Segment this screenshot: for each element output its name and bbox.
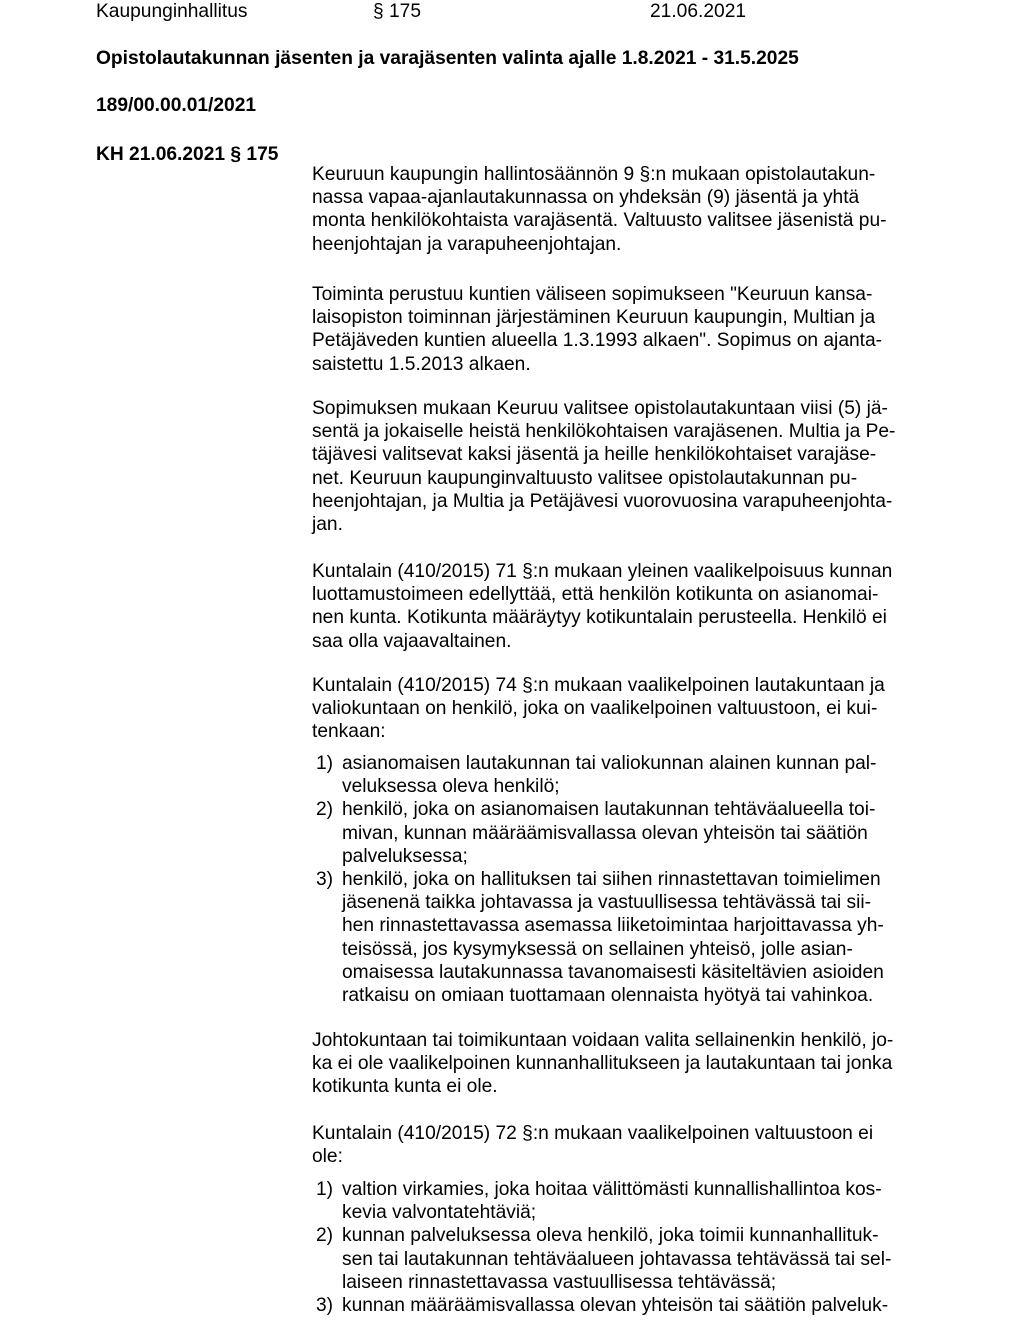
text-line: kunnan palveluksessa oleva henkilö, joka toimii kunnanhallituk- (342, 1225, 879, 1247)
text-line: sentä ja jokaiselle heistä henkilökohtaisen varajäsenen. Multia ja Pe- (312, 421, 896, 443)
text-line: omaisessa lautakunnassa tavanomaisesti käsiteltävien asioiden (342, 961, 884, 983)
text-line: ole: (312, 1146, 343, 1168)
text-line: henkilö, joka on asianomaisen lautakunnan tehtäväalueella toi- (342, 799, 876, 821)
text-line: heenjohtajan, ja Multia ja Petäjävesi vuorovuosina varapuheenjohta- (312, 490, 893, 512)
paragraph-sopimuksen-mukaan (312, 397, 952, 536)
text-line: valtion virkamies, joka hoitaa välittömästi kunnallishallintoa kos- (342, 1179, 882, 1200)
paragraph-kuntalaki-72 (312, 1122, 952, 1168)
list-item-number: 1) (316, 753, 334, 774)
text-line: tenkaan: (312, 721, 386, 743)
text-line: täjävesi valitsevat kaksi jäsentä ja heille henkilökohtaiset varajäse- (312, 444, 877, 466)
text-line: luottamustoimeen edellyttää, että henkilön kotikunta on asianomai- (312, 584, 879, 606)
text-line: ka ei ole vaalikelpoinen kunnanhallitukseen ja lautakuntaan tai jonka (312, 1053, 893, 1075)
text-line: Sopimuksen mukaan Keuruu valitsee opistolautakuntaan viisi (5) jä- (312, 398, 888, 419)
text-line: kunnan määräämisvallassa olevan yhteisön tai säätiön palveluk- (342, 1294, 889, 1316)
text-line: sen tai lautakunnan tehtäväalueen johtavassa tehtävässä tai sel- (342, 1248, 892, 1270)
text-line: ratkaisu on omiaan tuottamaan olennaista hyötyä tai vahinkoa. (342, 984, 874, 1006)
text-line: Kuntalain (410/2015) 74 §:n mukaan vaalikelpoinen lautakuntaan ja (312, 675, 885, 696)
list-item-number: 3) (316, 868, 334, 890)
paragraph-hallintosaanto (312, 163, 952, 256)
list-item-number: 2) (316, 1225, 334, 1247)
text-line: teisössä, jos kysymyksessä on sellainen yhteisö, jolle asian- (342, 938, 853, 960)
text-line: kevia valvontatehtäviä; (342, 1202, 537, 1224)
text-line: laisopiston toiminnan järjestäminen Keuruun kaupungin, Multian ja (312, 307, 876, 329)
meeting-reference: KH 21.06.2021 § 175 (96, 144, 279, 165)
text-line: hen rinnastettavassa asemassa liiketoimintaa harjoittavassa yh- (342, 915, 884, 937)
text-line: Toiminta perustuu kuntien väliseen sopimukseen "Keuruun kansa- (312, 284, 873, 305)
list-item-number: 1) (316, 1179, 334, 1200)
list-item (312, 1178, 952, 1224)
text-line: nen kunta. Kotikunta määräytyy kotikuntalain perusteella. Henkilö ei (312, 607, 887, 629)
text-line: heenjohtajan ja varapuheenjohtajan. (312, 233, 622, 255)
text-line: net. Keuruun kaupunginvaltuusto valitsee opistolautakunnan pu- (312, 467, 858, 489)
paragraph-kuntalaki-71 (312, 560, 952, 653)
text-line: saistettu 1.5.2013 alkaen. (312, 353, 531, 375)
body-name: Kaupunginhallitus (96, 1, 248, 22)
text-line: valiokuntaan on henkilö, joka on vaalikelpoinen valtuustoon, ei kui- (312, 698, 878, 720)
paragraph-kuntalaki-74 (312, 674, 952, 744)
list-item (312, 752, 952, 798)
list-item (312, 868, 952, 1007)
text-line: jan. (312, 513, 343, 535)
text-line: Keuruun kaupungin hallintosäännön 9 §:n mukaan opistolautakun- (312, 164, 876, 185)
text-line: Johtokuntaan tai toimikuntaan voidaan valita sellainenkin henkilö, jo- (312, 1030, 894, 1051)
document-title: Opistolautakunnan jäsenten ja varajäsenten valinta ajalle 1.8.2021 - 31.5.2025 (96, 48, 799, 69)
text-line: kotikunta kunta ei ole. (312, 1076, 498, 1098)
text-line: veluksessa oleva henkilö; (342, 776, 560, 798)
list-item (312, 1294, 952, 1317)
text-line: Kuntalain (410/2015) 72 §:n mukaan vaalikelpoinen valtuustoon ei (312, 1123, 874, 1144)
text-line: palveluksessa; (342, 845, 468, 867)
text-line: laiseen rinnastettavassa vastuullisessa tehtävässä; (342, 1271, 777, 1293)
text-line: saa olla vajaavaltainen. (312, 630, 512, 652)
list-item-number: 3) (316, 1294, 334, 1316)
text-line: jäsenenä taikka johtavassa ja vastuullisessa tehtävässä tai sii- (342, 892, 872, 914)
paragraph-sopimus (312, 283, 952, 376)
text-line: monta henkilökohtaista varajäsentä. Valtuusto valitsee jäsenistä pu- (312, 210, 887, 232)
text-line: mivan, kunnan määräämisvallassa olevan yhteisön tai säätiön (342, 822, 868, 844)
text-line: henkilö, joka on hallituksen tai siihen rinnastettavan toimielimen (342, 868, 881, 890)
diary-number: 189/00.00.01/2021 (96, 95, 257, 116)
text-line: Petäjäveden kuntien alueella 1.3.1993 alkaen". Sopimus on ajanta- (312, 330, 883, 352)
list-item-number: 2) (316, 799, 334, 821)
text-line: nassa vapaa-ajanlautakunnassa on yhdeksän (9) jäsentä ja yhtä (312, 187, 860, 209)
list-item (312, 1224, 952, 1294)
meeting-date: 21.06.2021 (650, 1, 747, 22)
text-line: Kuntalain (410/2015) 71 §:n mukaan yleinen vaalikelpoisuus kunnan (312, 561, 893, 582)
text-line: asianomaisen lautakunnan tai valiokunnan alainen kunnan pal- (342, 753, 877, 774)
list-ineligibility-72 (312, 1178, 952, 1317)
section-number: § 175 (373, 1, 422, 22)
list-item (312, 798, 952, 868)
list-ineligibility-74 (312, 752, 952, 1007)
paragraph-johtokunta (312, 1029, 952, 1099)
